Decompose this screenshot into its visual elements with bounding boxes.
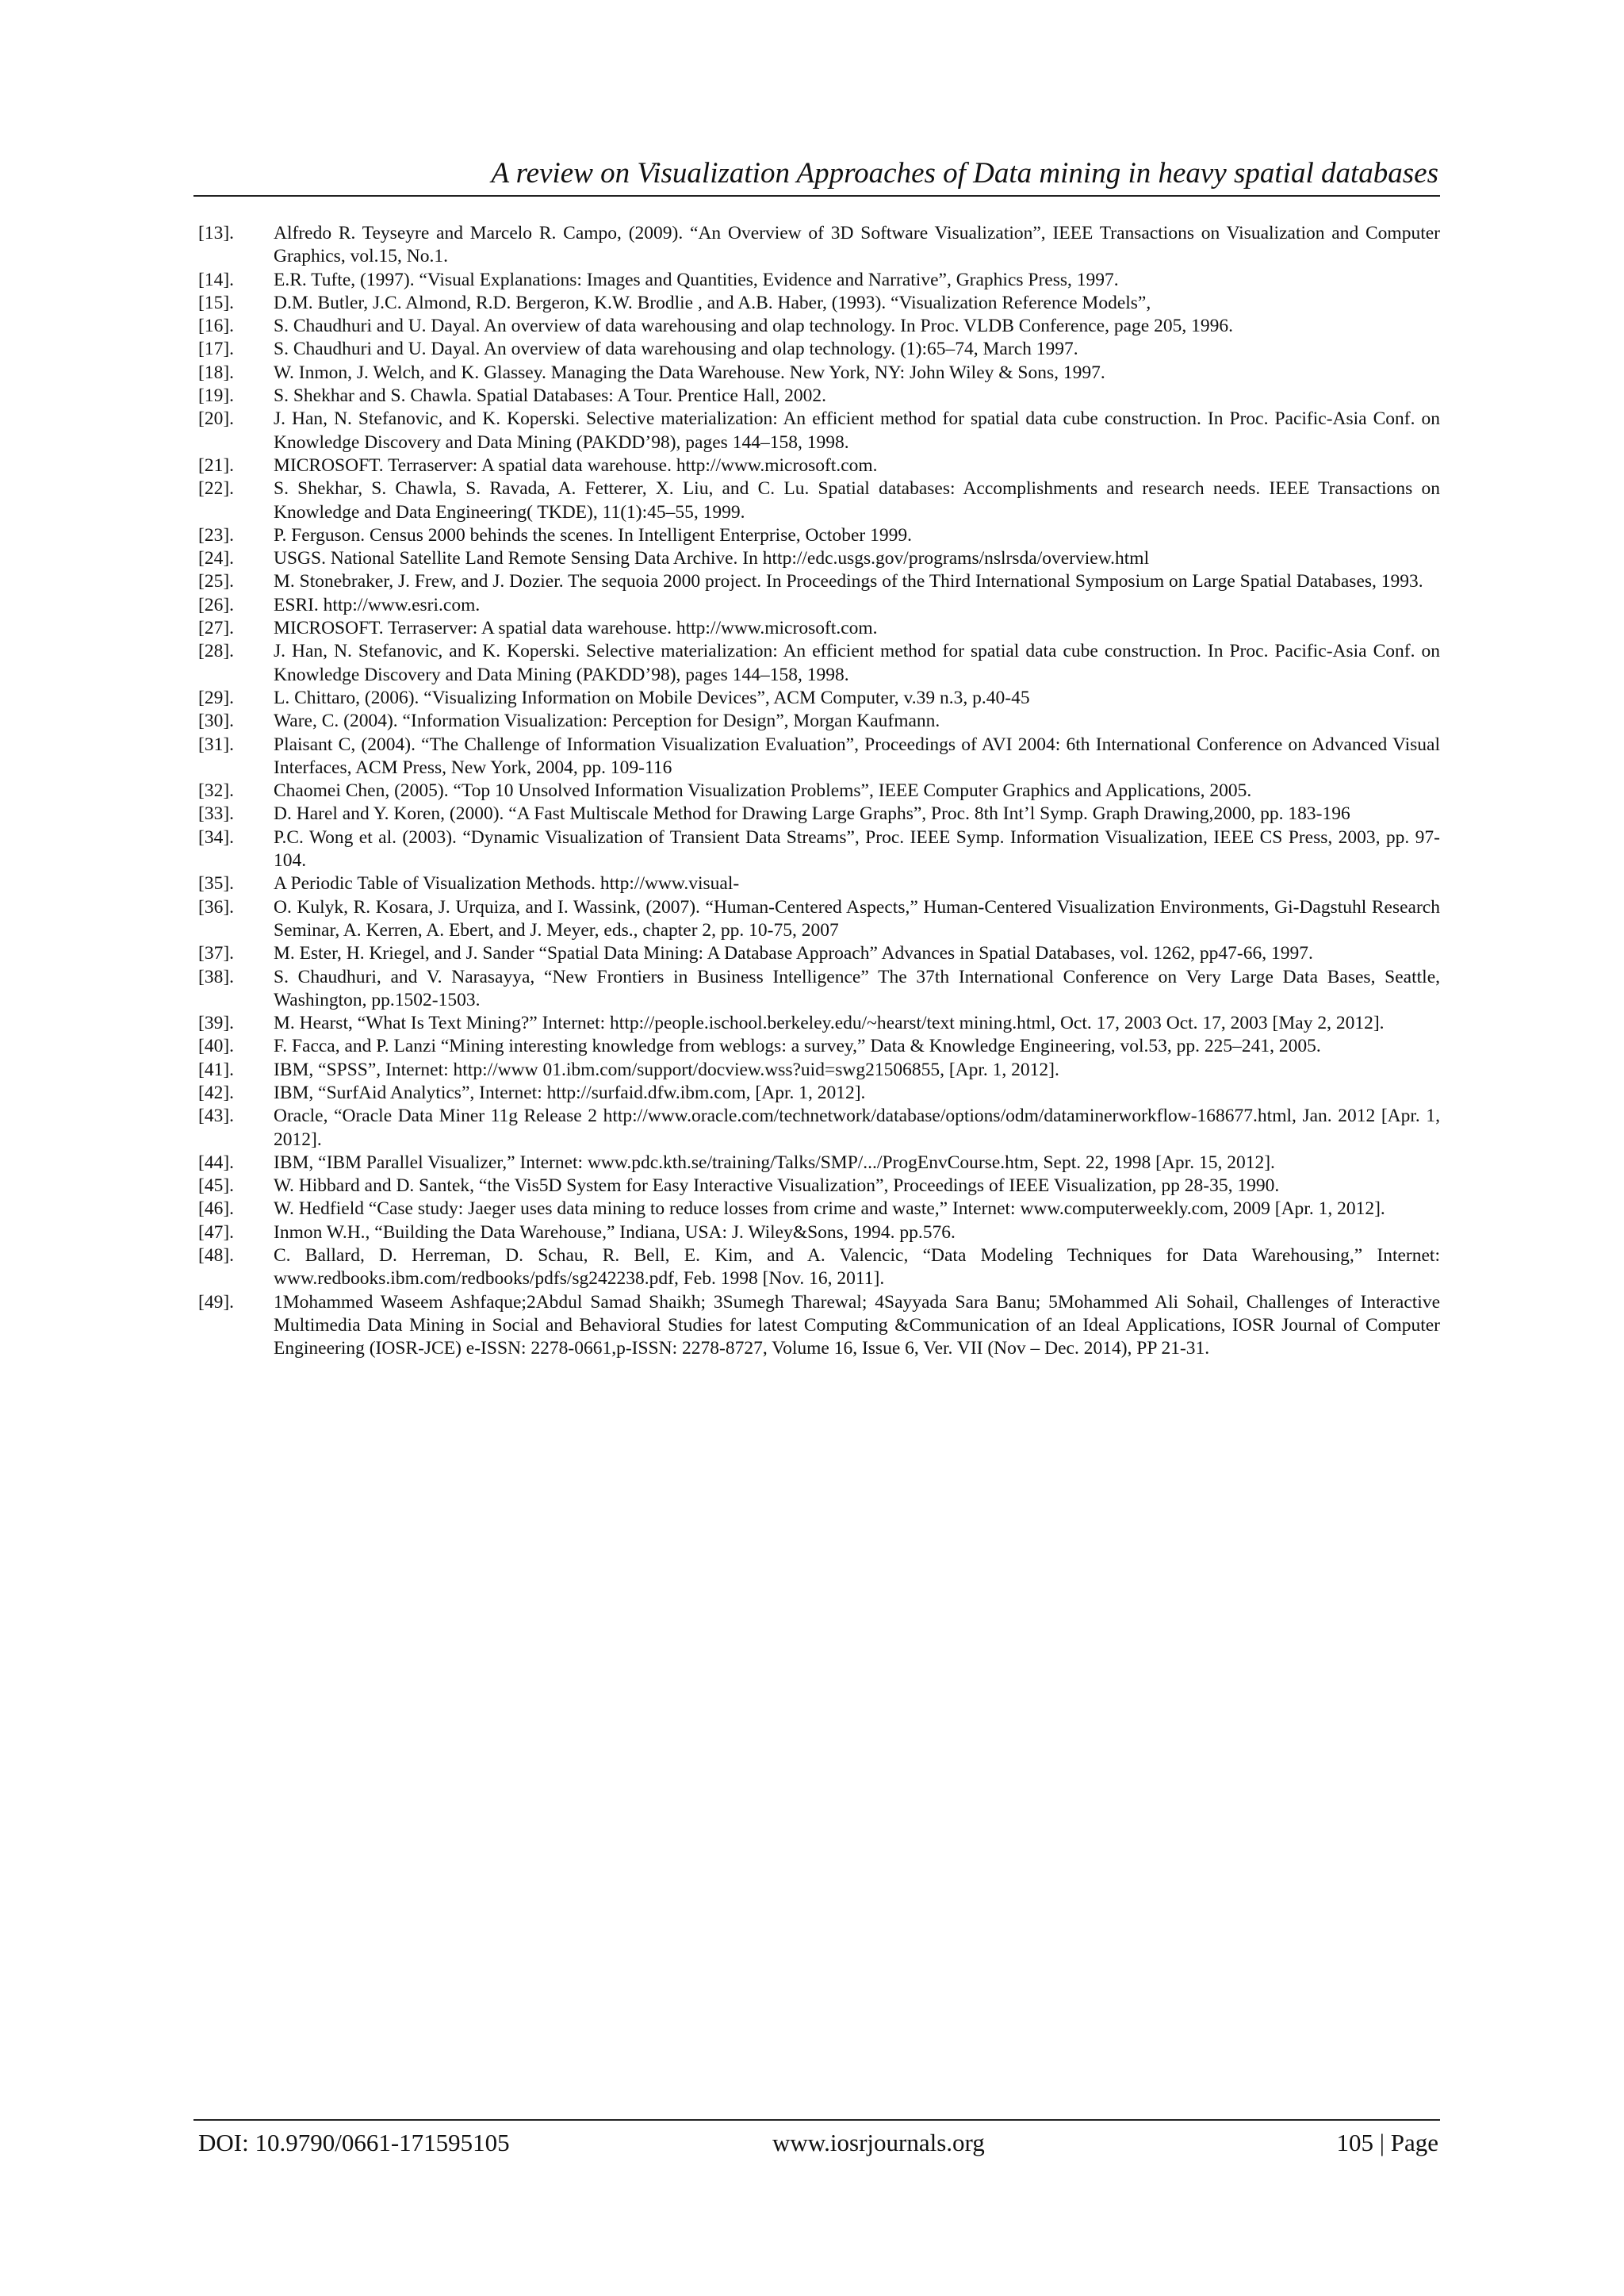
running-title: A review on Visualization Approaches of Data mining in heavy spatial databases (491, 157, 1438, 190)
reference-number: [30]. (198, 711, 235, 732)
reference-item (198, 1105, 1440, 1152)
reference-number: [15]. (198, 292, 235, 313)
reference-text: A Periodic Table of Visualization Methods. http://www.visual- (274, 873, 740, 895)
reference-item (198, 1198, 1440, 1221)
reference-text: C. Ballard, D. Herreman, D. Schau, R. Bell, E. Kim, and A. Valencic, “Data Modeling Techniques for Data Warehousing,” Internet: www.redbooks.ibm.com/redbooks/pdfs/sg242238.pdf, Feb. 1998 [Nov. 16, 2011]. (274, 1245, 1440, 1290)
reference-number: [32]. (198, 780, 235, 802)
reference-item (198, 1059, 1440, 1082)
reference-text: S. Chaudhuri and U. Dayal. An overview of data warehousing and olap technology. (1):65–74, March 1997. (274, 339, 1078, 360)
reference-number: [13]. (198, 223, 235, 243)
reference-number: [24]. (198, 548, 235, 569)
reference-number: [40]. (198, 1036, 235, 1057)
reference-list (198, 222, 1440, 1361)
reference-item (198, 594, 1440, 617)
reference-text: M. Ester, H. Kriegel, and J. Sander “Spatial Data Mining: A Database Approach” Advances in Spatial Databases, vol. 1262, pp47-66, 1997. (274, 943, 1313, 964)
reference-number: [31]. (198, 734, 235, 755)
reference-text: MICROSOFT. Terraserver: A spatial data warehouse. http://www.microsoft.com. (274, 618, 878, 639)
reference-number: [44]. (198, 1152, 235, 1173)
reference-number: [41]. (198, 1059, 235, 1080)
reference-number: [27]. (198, 618, 235, 639)
reference-item (198, 524, 1440, 547)
reference-text: L. Chittaro, (2006). “Visualizing Information on Mobile Devices”, ACM Computer, v.39 n.3, p.40-45 (274, 687, 1030, 708)
reference-item (198, 408, 1440, 454)
reference-number: [48]. (198, 1245, 235, 1267)
reference-text: M. Stonebraker, J. Frew, and J. Dozier. The sequoia 2000 project. In Proceedings of the Third International Symposium on Large Spatial Databases, 1993. (274, 571, 1423, 592)
reference-text: W. Hedfield “Case study: Jaeger uses data mining to reduce losses from crime and waste,” Internet: www.computerweekly.com, 2009 [Apr. 1, 2012]. (274, 1198, 1385, 1220)
reference-number: [39]. (198, 1013, 235, 1034)
reference-text: Alfredo R. Teyseyre and Marcelo R. Campo, (2009). “An Overview of 3D Software Visualization”, IEEE Transactions on Visualization and Computer Graphics, vol.15, No.1. (274, 223, 1440, 267)
reference-item (198, 803, 1440, 826)
reference-text: Chaomei Chen, (2005). “Top 10 Unsolved Information Visualization Problems”, IEEE Computer Graphics and Applications, 2005. (274, 780, 1252, 802)
reference-text: D.M. Butler, J.C. Almond, R.D. Bergeron, K.W. Brodlie , and A.B. Haber, (1993). “Visualization Reference Models”, (274, 292, 1151, 313)
reference-item (198, 362, 1440, 385)
reference-item (198, 315, 1440, 338)
reference-text: MICROSOFT. Terraserver: A spatial data warehouse. http://www.microsoft.com. (274, 454, 878, 476)
reference-number: [26]. (198, 594, 235, 615)
reference-number: [42]. (198, 1082, 235, 1103)
reference-text: J. Han, N. Stefanovic, and K. Koperski. Selective materialization: An efficient method for spatial data cube construction. In Proc. Pacific-Asia Conf. on Knowledge Discovery and Data Mining (PAKDD’98), pages 144–158, 1998. (274, 641, 1440, 685)
reference-text: S. Chaudhuri and U. Dayal. An overview of data warehousing and olap technology. In Proc. VLDB Conference, page 205, 1996. (274, 316, 1233, 337)
reference-item (198, 338, 1440, 361)
reference-item (198, 1221, 1440, 1244)
reference-text: P. Ferguson. Census 2000 behinds the scenes. In Intelligent Enterprise, October 1999. (274, 524, 912, 546)
reference-item (198, 477, 1440, 524)
reference-text: S. Chaudhuri, and V. Narasayya, “New Frontiers in Business Intelligence” The 37th International Conference on Very Large Data Bases, Seattle, Washington, pp.1502-1503. (274, 966, 1440, 1010)
reference-item (198, 1082, 1440, 1105)
reference-text: M. Hearst, “What Is Text Mining?” Internet: http://people.ischool.berkeley.edu/~hearst/text mining.html, Oct. 17, 2003 Oct. 17, 2003 [May 2, 2012]. (274, 1013, 1385, 1034)
reference-text: Inmon W.H., “Building the Data Warehouse,” Indiana, USA: J. Wiley&Sons, 1994. pp.576. (274, 1221, 956, 1243)
reference-item (198, 292, 1440, 315)
reference-item (198, 640, 1440, 687)
reference-item (198, 1291, 1440, 1361)
reference-number: [22]. (198, 478, 235, 500)
reference-number: [18]. (198, 362, 235, 383)
reference-number: [38]. (198, 966, 235, 987)
reference-number: [19]. (198, 385, 235, 407)
reference-number: [47]. (198, 1221, 235, 1243)
reference-item (198, 734, 1440, 780)
reference-text: O. Kulyk, R. Kosara, J. Urquiza, and I. Wassink, (2007). “Human-Centered Aspects,” Human-Centered Visualization Environments, Gi-Dagstuhl Research Seminar, A. Kerren, A. Ebert, and J. Meyer, eds., chapter 2, pp. 10-75, 2007 (274, 896, 1440, 941)
reference-item (198, 617, 1440, 640)
reference-number: [35]. (198, 873, 235, 895)
reference-number: [43]. (198, 1106, 235, 1127)
reference-text: S. Shekhar, S. Chawla, S. Ravada, A. Fetterer, X. Liu, and C. Lu. Spatial databases: Accomplishments and research needs. IEEE Transactions on Knowledge and Data Engineering( TKDE), 11(1):45–55, 1999. (274, 478, 1440, 523)
reference-text: J. Han, N. Stefanovic, and K. Koperski. Selective materialization: An efficient method for spatial data cube construction. In Proc. Pacific-Asia Conf. on Knowledge Discovery and Data Mining (PAKDD’98), pages 144–158, 1998. (274, 408, 1440, 453)
reference-number: [17]. (198, 339, 235, 360)
reference-number: [28]. (198, 641, 235, 662)
page-header (193, 151, 1440, 197)
reference-text: S. Shekhar and S. Chawla. Spatial Databases: A Tour. Prentice Hall, 2002. (274, 385, 826, 407)
reference-item (198, 896, 1440, 943)
reference-number: [33]. (198, 803, 235, 825)
reference-item (198, 710, 1440, 733)
reference-item (198, 872, 1440, 895)
reference-text: Oracle, “Oracle Data Miner 11g Release 2 http://www.oracle.com/technetwork/database/options/odm/dataminerworkflow-168677.html, Jan. 2012 [Apr. 1, 2012]. (274, 1106, 1440, 1150)
reference-number: [46]. (198, 1198, 235, 1220)
reference-item (198, 687, 1440, 710)
reference-item (198, 966, 1440, 1013)
reference-number: [36]. (198, 896, 235, 918)
reference-number: [29]. (198, 687, 235, 708)
footer-doi: DOI: 10.9790/0661-171595105 (198, 2129, 510, 2156)
footer-website: www.iosrjournals.org (772, 2129, 985, 2156)
reference-text: 1Mohammed Waseem Ashfaque;2Abdul Samad Shaikh; 3Sumegh Tharewal; 4Sayyada Sara Banu; 5Mohammed Ali Sohail, Challenges of Interactive Multimedia Data Mining in Social and Behavioral Studies for latest Computing &Communication of an Ideal Applications, IOSR Journal of Computer Engineering (IOSR-JCE) e-ISSN: 2278-0661,p-ISSN: 2278-8727, Volume 16, Issue 6, Ver. VII (Nov – Dec. 2014), PP 21-31. (274, 1291, 1440, 1359)
reference-text: IBM, “IBM Parallel Visualizer,” Internet: www.pdc.kth.se/training/Talks/SMP/.../ProgEnvCourse.htm, Sept. 22, 1998 [Apr. 15, 2012]. (274, 1152, 1275, 1173)
reference-text: USGS. National Satellite Land Remote Sensing Data Archive. In http://edc.usgs.gov/programs/nslrsda/overview.html (274, 548, 1150, 569)
reference-text: Plaisant C, (2004). “The Challenge of Information Visualization Evaluation”, Proceedings of AVI 2004: 6th International Conference on Advanced Visual Interfaces, ACM Press, New York, 2004, pp. 109-116 (274, 734, 1440, 778)
reference-item (198, 1035, 1440, 1058)
reference-item (198, 826, 1440, 873)
page-footer (193, 2119, 1440, 2165)
reference-number: [25]. (198, 571, 235, 592)
reference-item (198, 780, 1440, 803)
reference-item (198, 222, 1440, 269)
reference-number: [14]. (198, 269, 235, 290)
reference-number: [49]. (198, 1291, 235, 1313)
reference-item (198, 454, 1440, 477)
reference-number: [34]. (198, 826, 235, 848)
reference-item (198, 942, 1440, 965)
reference-item (198, 1244, 1440, 1291)
reference-item (198, 547, 1440, 570)
reference-number: [37]. (198, 943, 235, 964)
reference-text: W. Inmon, J. Welch, and K. Glassey. Managing the Data Warehouse. New York, NY: John Wiley & Sons, 1997. (274, 362, 1105, 383)
reference-text: F. Facca, and P. Lanzi “Mining interesting knowledge from weblogs: a survey,” Data & Knowledge Engineering, vol.53, pp. 225–241, 2005. (274, 1036, 1321, 1057)
reference-number: [45]. (198, 1175, 235, 1197)
reference-text: IBM, “SPSS”, Internet: http://www 01.ibm.com/support/docview.wss?uid=swg21506855, [Apr. 1, 2012]. (274, 1059, 1059, 1080)
reference-text: Ware, C. (2004). “Information Visualization: Perception for Design”, Morgan Kaufmann. (274, 711, 940, 732)
reference-number: [23]. (198, 524, 235, 546)
reference-text: W. Hibbard and D. Santek, “the Vis5D System for Easy Interactive Visualization”, Proceedings of IEEE Visualization, pp 28-35, 1990. (274, 1175, 1280, 1197)
reference-number: [21]. (198, 454, 235, 476)
reference-text: P.C. Wong et al. (2003). “Dynamic Visualization of Transient Data Streams”, Proc. IEEE Symp. Information Visualization, IEEE CS Press, 2003, pp. 97-104. (274, 826, 1440, 872)
reference-item (198, 269, 1440, 292)
reference-text: IBM, “SurfAid Analytics”, Internet: http://surfaid.dfw.ibm.com, [Apr. 1, 2012]. (274, 1082, 866, 1103)
reference-text: E.R. Tufte, (1997). “Visual Explanations: Images and Quantities, Evidence and Narrative”, Graphics Press, 1997. (274, 269, 1119, 290)
reference-item (198, 1012, 1440, 1035)
reference-item (198, 385, 1440, 408)
footer-page-number: 105 | Page (1336, 2129, 1438, 2156)
reference-text: ESRI. http://www.esri.com. (274, 594, 481, 615)
reference-item (198, 1175, 1440, 1198)
reference-item (198, 570, 1440, 593)
reference-item (198, 1152, 1440, 1175)
reference-text: D. Harel and Y. Koren, (2000). “A Fast Multiscale Method for Drawing Large Graphs”, Proc. 8th Int’l Symp. Graph Drawing,2000, pp. 183-196 (274, 803, 1350, 825)
reference-number: [20]. (198, 408, 235, 430)
reference-number: [16]. (198, 316, 235, 337)
